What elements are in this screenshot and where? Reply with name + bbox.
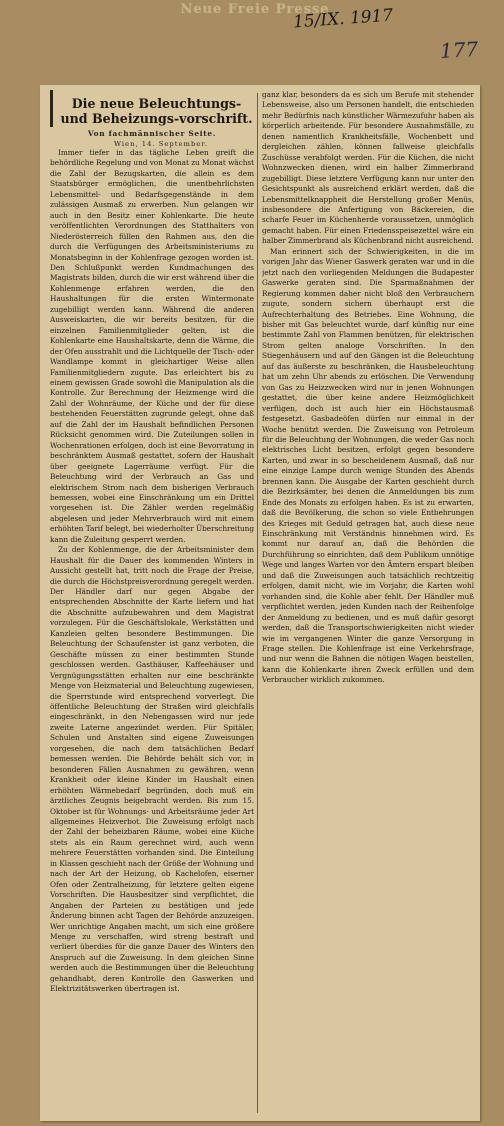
article-byline: Von fachmännischer Seite. xyxy=(87,129,217,138)
paragraph: ganz klar, besonders da es sich um Berufe mit stehender Lebensweise, also um Personen handelt, die entschieden mehr Bedürfnis nach künstlicher Wärmezufuhr haben als körperlich arbeitende. Für besondere Ausnahmsfälle, zu denen namentlich Krankheitsfälle, Wochenbett und dergleichen zählen, können fallweise gleichfalls Zuschüsse verabfolgt werden. Für die Küchen, die nicht Wohnzwecken dienen, wird ein halber Zimmerbrand zugebilligt. Diese letztere Verfügung kann nur unter den Gesichtspunkt als ausreichend erklärt werden, daß die Lebensmittelknappheit die Herstellung großer Menüs, insbesondere die Anfertigung von Bäckereien, die scharfe Feuer im Küchenherde voraussetzen, unmöglich gemacht haben. Für einen Friedensspeisezettel wäre ein halber Zimmerbrand als Küchenbrand nicht ausreichend. xyxy=(262,90,474,246)
article-body-column-2 xyxy=(262,90,474,686)
article-headline: Die neue Beleuchtungs- und Beheizungs-vorschrift. xyxy=(50,90,254,127)
masthead: Neue Freie Presse xyxy=(180,2,330,17)
article-body-column-1 xyxy=(50,148,254,995)
newspaper-clipping xyxy=(40,85,480,1121)
handwritten-date: 15/IX. 1917 xyxy=(292,5,394,33)
article-column-1 xyxy=(50,90,254,1115)
paragraph: Immer tiefer in das tägliche Leben greift die behördliche Regelung und von Monat zu Monat wächst die Zahl der Bezugskarten, die allein es dem Staatsbürger ermöglichen, die unentbehrlichsten Lebensmittel- und Bedarfsgegenstände in dem zulässigen Ausmaß zu erwerben. Nun gelangen wir auch in den Besitz einer Kohlenkarte. Die heute veröffentlichten Verordnungen des Statthalters von Niederösterreich füllen den Rahmen aus, den die durch die Verfügungen des Arbeitsministeriums zu Monatsbeginn in der Kohlenfrage gezogen worden ist. Den Schlußpunkt werden Kundmachungen des Magistrats bilden, durch die wir erst während über die Kohlenmenge erfahren werden, die den Haushaltungen für die ersten Wintermonate zugebilligt werden kann. Während die anderen Ausweiskarten, die wir bereits besitzen, für die einzelnen Familienmitglieder gelten, ist die Kohlenkarte eine Haushaltskarte, denn die Wärme, die der Ofen ausstrahlt und die Lichtquelle der Tisch- oder Wandlampe kommt in gleichartiger Weise allen Familienmitgliedern zugute. Das erleichtert bis zu einem gewissen Grade sowohl die Manipulation als die Kontrolle. Zur Berechnung der Heizmenge wird die Zahl der Wohnräume, der Küche und der für diese bestehenden Feuerstätten zugrunde gelegt, ohne daß auf die Zahl der im Haushalt befindlichen Personen Rücksicht genommen wird. Die Zuteilungen sollen in Wochenrationen erfolgen, doch ist eine Bevorratung in beschränktem Ausmaß gestattet, sofern der Haushalt über geeignete Lagerräume verfügt. Für die Beleuchtung wird der Verbrauch an Gas und elektrischem Strom nach dem bisherigen Verbrauch bemessen, wobei eine Einschränkung um ein Drittel vorgesehen ist. Die Zähler werden regelmäßig abgelesen und jeder Mehrverbrauch wird mit einem erhöhten Tarif belegt, bei wiederholter Überschreitung kann die Zuleitung gesperrt werden. xyxy=(50,148,254,544)
column-divider xyxy=(257,93,258,1113)
paragraph: Man erinnert sich der Schwierigkeiten, in die im vorigen Jahr das Wiener Gaswerk geraten war und in die jetzt nach den vorliegenden Meldungen die Budapester Gaswerke geraten sind. Die Sparmaßnahmen der Regierung kommen daher nicht bloß den Verbrauchern zugute, sondern sichern überhaupt erst die Aufrechterhaltung des Betriebes. Eine Wohnung, die bisher mit Gas beleuchtet wurde, darf künftig nur eine bestimmte Zahl von Flammen benützen, für elektrischen Strom gelten analoge Vorschriften. In den Stiegenhäusern und auf den Gängen ist die Beleuchtung auf das äußerste zu beschränken, die Hausbeleuchtung hat um zehn Uhr abends zu erlöschen. Die Verwendung von Gas zu Heizzwecken wird nur in jenen Wohnungen gestattet, die über keine andere Heizmöglichkeit verfügen, doch ist auch hier ein Höchstausmaß festgesetzt. Gasbadeöfen dürfen nur einmal in der Woche benützt werden. Die Zuweisung von Petroleum für die Beleuchtung der Wohnungen, die weder Gas noch elektrisches Licht besitzen, erfolgt gegen besondere Karten, und zwar in so bescheidenem Ausmaß, daß nur eine einzige Lampe durch wenige Stunden des Abends brennen kann. Die Ausgabe der Karten geschieht durch die Bezirksämter, bei denen die Anmeldungen bis zum Ende des Monats zu erfolgen haben. Es ist zu erwarten, daß die Bevölkerung, die schon so viele Entbehrungen des Krieges mit Geduld getragen hat, auch diese neue Einschränkung mit Verständnis hinnehmen wird. Es kommt nur darauf an, daß die Behörden die Durchführung so einrichten, daß dem Publikum unnötige Wege und langes Warten vor den Ämtern erspart bleiben und daß die Zuweisungen auch tatsächlich rechtzeitig erfolgen, damit nicht, wie im Vorjahr, die Karten wohl vorhanden sind, die Kohle aber fehlt. Der Händler muß verpflichtet werden, jeden Kunden nach der Reihenfolge der Anmeldung zu bedienen, und es muß dafür gesorgt werden, daß die Transportschwierigkeiten nicht wieder wie im vergangenen Winter die ganze Versorgung in Frage stellen. Die Kohlenfrage ist eine Verkehrsfrage, und nur wenn die Bahnen die nötigen Wagen beistellen, kann die Kohlenkarte ihren Zweck erfüllen und dem Verbraucher wirklich zukommen. xyxy=(262,246,474,685)
handwritten-page-number: 177 xyxy=(439,37,479,63)
article-column-2 xyxy=(262,90,474,1115)
paragraph: Zu der Kohlenmenge, die der Arbeitsminister dem Haushalt für die Dauer des kommenden Winters in Aussicht gestellt hat, tritt noch die Frage der Preise, die durch die Höchstpreisverordnung geregelt werden. Der Händler darf nur gegen Abgabe der entsprechenden Abschnitte der Karte liefern und hat die Abschnitte aufzubewahren und dem Magistrat vorzulegen. Für die Geschäftslokale, Werkstätten und Kanzleien gelten besondere Bestimmungen. Die Beleuchtung der Schaufenster ist ganz verboten, die Geschäfte müssen zu einer bestimmten Stunde geschlossen werden. Gasthäuser, Kaffeehäuser und Vergnügungsstätten erhalten nur eine beschränkte Menge von Heizmaterial und Beleuchtung zugewiesen, die Sperrstunde wird entsprechend vorverlegt. Die öffentliche Beleuchtung der Straßen wird gleichfalls eingeschränkt, in den Nebengassen wird nur jede zweite Laterne angezündet werden. Für Spitäler, Schulen und Anstalten sind eigene Zuweisungen vorgesehen, die nach dem tatsächlichen Bedarf bemessen werden. Die Behörde behält sich vor, in besonderen Fällen Ausnahmen zu gewähren, wenn Krankheit oder kleine Kinder im Haushalt einen erhöhten Wärmebedarf begründen, doch muß ein ärztliches Zeugnis beigebracht werden. Bis zum 15. Oktober ist für Wohnungs- und Arbeitsräume jeder Art allgemeines Heizverbot. Die Zuweisung erfolgt nach der Zahl der beheizbaren Räume, wobei eine Küche stets als ein Raum gerechnet wird, auch wenn mehrere Feuerstätten vorhanden sind. Die Einteilung in Klassen geschieht nach der Größe der Wohnung und nach der Art der Heizung, ob Kachelofen, eiserner Ofen oder Zentralheizung, für letztere gelten eigene Vorschriften. Die Hausbesitzer sind verpflichtet, die Angaben der Parteien zu bestätigen und jede Änderung binnen acht Tagen der Behörde anzuzeigen. Wer unrichtige Angaben macht, um sich eine größere Menge zu verschaffen, wird streng bestraft und verliert überdies für die ganze Dauer des Winters den Anspruch auf die Zuweisung. In dem gleichen Sinne werden auch die Bestimmungen über die Beleuchtung gehandhabt, deren Kontrolle den Gaswerken und Elektrizitätswerken übertragen ist. xyxy=(50,545,254,994)
article-dateline: Wien, 14. September. xyxy=(114,140,208,148)
